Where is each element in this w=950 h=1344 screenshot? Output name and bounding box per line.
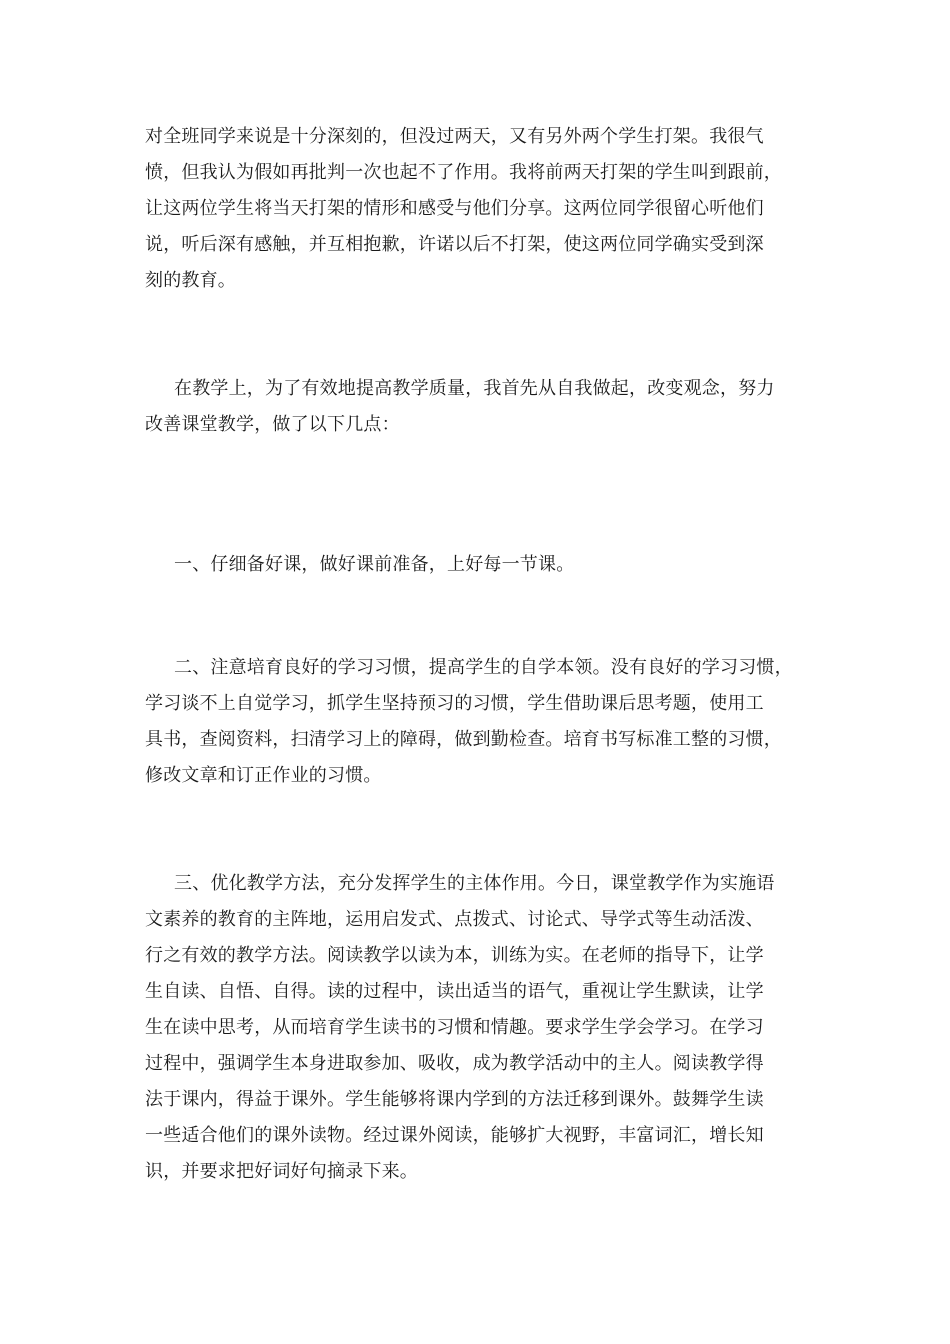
text-line: 愤，但我认为假如再批判一次也起不了作用。我将前两天打架的学生叫到跟前，: [145, 162, 782, 183]
text-line: 学习谈不上自觉学习，抓学生坚持预习的习惯，学生借助课后思考题，使用工: [145, 693, 764, 714]
paragraph-point-one: [145, 547, 815, 583]
text-line: 让这两位学生将当天打架的情形和感受与他们分享。这两位同学很留心听他们: [145, 198, 764, 219]
text-line: 生自读、自悟、自得。读的过程中，读出适当的语气，重视让学生默读，让学: [145, 981, 764, 1002]
text-line: 一、仔细备好课，做好课前准备，上好每一节课。: [174, 554, 575, 575]
text-line: 修改文章和订正作业的习惯。: [145, 765, 382, 786]
paragraph-point-three: [145, 866, 815, 1190]
text-line: 具书，查阅资料，扫清学习上的障碍，做到勤检查。培育书写标准工整的习惯，: [145, 729, 782, 750]
text-line: 改善课堂教学，做了以下几点：: [145, 414, 400, 435]
text-line: 说，听后深有感触，并互相抱歉，许诺以后不打架，使这两位同学确实受到深: [145, 234, 764, 255]
paragraph-teaching-intro: [145, 371, 815, 443]
text-line: 生在读中思考，从而培育学生读书的习惯和情趣。要求学生学会学习。在学习: [145, 1017, 764, 1038]
text-line: 法于课内，得益于课外。学生能够将课内学到的方法迁移到课外。鼓舞学生读: [145, 1089, 764, 1110]
paragraph-fight-story: [145, 119, 815, 299]
text-line: 文素养的教育的主阵地，运用启发式、点拨式、讨论式、导学式等生动活泼、: [145, 909, 764, 930]
text-line: 一些适合他们的课外读物。经过课外阅读，能够扩大视野，丰富词汇，增长知: [145, 1125, 764, 1146]
text-line: 二、注意培育良好的学习习惯，提高学生的自学本领。没有良好的学习习惯，: [174, 657, 793, 678]
text-line: 过程中，强调学生本身进取参加、吸收，成为教学活动中的主人。阅读教学得: [145, 1053, 764, 1074]
text-line: 行之有效的教学方法。阅读教学以读为本，训练为实。在老师的指导下，让学: [145, 945, 764, 966]
text-line: 识，并要求把好词好句摘录下来。: [145, 1161, 418, 1182]
text-line: 刻的教育。: [145, 270, 236, 291]
text-line: 三、优化教学方法，充分发挥学生的主体作用。今日，课堂教学作为实施语: [174, 873, 775, 894]
text-line: 对全班同学来说是十分深刻的，但没过两天，又有另外两个学生打架。我很气: [145, 126, 764, 147]
text-line: 在教学上，为了有效地提高教学质量，我首先从自我做起，改变观念，努力: [174, 378, 775, 399]
paragraph-point-two: [145, 650, 815, 794]
